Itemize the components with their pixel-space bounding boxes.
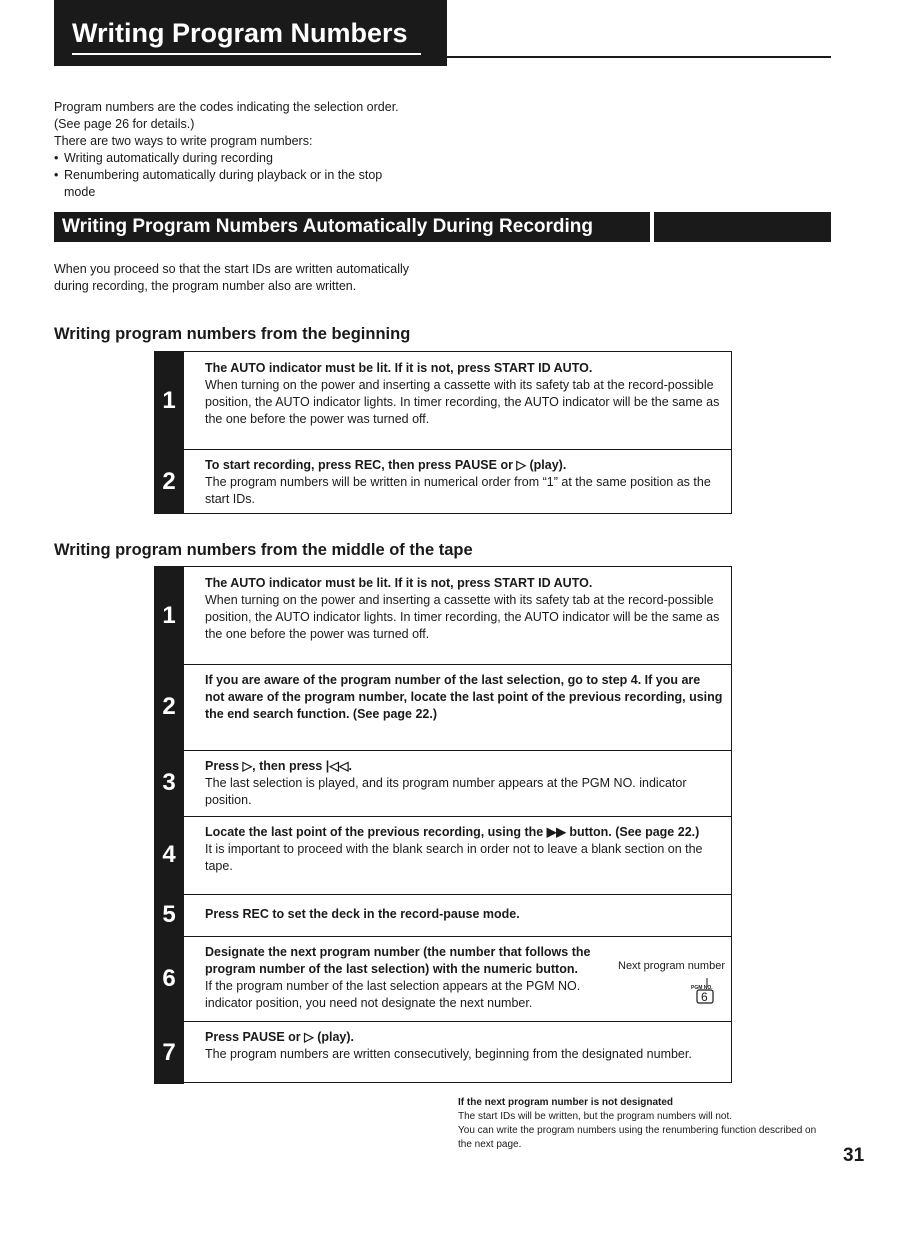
step-item	[155, 352, 731, 450]
step-description: The program numbers are written consecutively, beginning from the designated number.	[205, 1047, 692, 1061]
bullet-item: • Writing automatically during recording	[54, 150, 404, 167]
step-instruction: Press PAUSE or ▷ (play).	[205, 1030, 355, 1044]
step-number: 2	[154, 664, 184, 750]
intro-line: (See page 26 for details.)	[54, 117, 195, 131]
step-description: The program numbers will be written in numerical order from “1” at the same position as the start IDs.	[205, 475, 711, 506]
steps-box-beginning	[154, 351, 732, 514]
step-instruction: Press REC to set the deck in the record-pause mode.	[205, 907, 520, 921]
step-instruction: Designate the next program number (the number that follows the program number of the last selection) with the numeric button.	[205, 945, 591, 976]
step-item	[155, 936, 731, 1022]
step-body	[205, 758, 723, 809]
step-body	[205, 944, 601, 1012]
step-body	[205, 360, 723, 428]
footnote-line: You can write the program numbers using the renumbering function described on the next page.	[458, 1125, 817, 1150]
pgm-no-digit: 6	[701, 990, 708, 1004]
step-item	[155, 816, 731, 895]
step-number: 1	[154, 352, 184, 449]
steps-box-middle	[154, 566, 732, 1083]
bullet-item: • Renumbering automatically during playback or in the stop mode	[54, 167, 394, 201]
next-program-number-label: Next program number	[618, 960, 725, 972]
step-body	[205, 1029, 723, 1063]
subheading-from-middle: Writing program numbers from the middle of the tape	[54, 541, 473, 559]
step-number: 1	[154, 567, 184, 664]
intro-text	[54, 99, 404, 201]
step-body	[205, 457, 723, 508]
step-description: When turning on the power and inserting a cassette with its safety tab at the record-possible position, the AUTO indicator lights. In timer recording, the AUTO indicator will be the same as the one before the power was turned off.	[205, 593, 720, 641]
page-title-bar	[54, 0, 447, 66]
section-bar-divider	[650, 212, 654, 242]
footnote	[458, 1096, 823, 1152]
step-body	[205, 824, 723, 875]
step-description: The last selection is played, and its program number appears at the PGM NO. indicator position.	[205, 776, 687, 807]
footnote-line: The start IDs will be written, but the program numbers will not.	[458, 1111, 732, 1122]
section-intro: When you proceed so that the start IDs are written automatically during recording, the program number also are written.	[54, 262, 410, 293]
step-item	[155, 664, 731, 751]
step-item	[155, 449, 731, 514]
section-heading-bar	[54, 212, 831, 242]
step-description: It is important to proceed with the blank search in order not to leave a blank section on the tape.	[205, 842, 703, 873]
footnote-heading: If the next program number is not designated	[458, 1097, 674, 1108]
step-number: 5	[154, 894, 184, 936]
step-instruction: Press ▷, then press |◁◁.	[205, 759, 352, 773]
step-number: 2	[154, 449, 184, 514]
pgm-no-label: PGM NO.	[691, 985, 713, 991]
step-instruction: Locate the last point of the previous recording, using the ▶▶ button. (See page 22.)	[205, 825, 700, 839]
pgm-no-display-icon	[685, 978, 725, 1004]
step-instruction: To start recording, press REC, then press PAUSE or ▷ (play).	[205, 458, 567, 472]
page-number: 31	[843, 1145, 865, 1166]
step-number: 4	[154, 816, 184, 894]
step-instruction: The AUTO indicator must be lit. If it is not, press START ID AUTO.	[205, 361, 593, 375]
step-body	[205, 672, 723, 723]
step-item	[155, 750, 731, 817]
step-description: If the program number of the last selection appears at the PGM NO. indicator position, you need not designate the next number.	[205, 979, 581, 1010]
page-title: Writing Program Numbers	[72, 18, 408, 48]
step-item	[155, 1021, 731, 1084]
step-body	[205, 575, 723, 643]
section-heading: Writing Program Numbers Automatically During Recording	[62, 216, 594, 237]
title-underline	[72, 53, 421, 55]
step-item	[155, 894, 731, 937]
step-body	[205, 906, 723, 923]
intro-line: There are two ways to write program numbers:	[54, 134, 313, 148]
title-rule	[447, 56, 831, 58]
step-item	[155, 567, 731, 665]
intro-line: Program numbers are the codes indicating the selection order.	[54, 100, 399, 114]
step-instruction: The AUTO indicator must be lit. If it is not, press START ID AUTO.	[205, 576, 593, 590]
intro-bullets	[54, 150, 404, 201]
step-number: 7	[154, 1021, 184, 1084]
step-instruction: If you are aware of the program number of the last selection, go to step 4. If you are not aware of the program number, locate the last point of the previous recording, using the end search function. (See page 22.)	[205, 673, 723, 721]
step-description: When turning on the power and inserting a cassette with its safety tab at the record-possible position, the AUTO indicator lights. In timer recording, the AUTO indicator will be the same as the one before the power was turned off.	[205, 378, 720, 426]
subheading-from-beginning: Writing program numbers from the beginning	[54, 325, 411, 343]
step-number: 6	[154, 936, 184, 1021]
step-number: 3	[154, 750, 184, 816]
